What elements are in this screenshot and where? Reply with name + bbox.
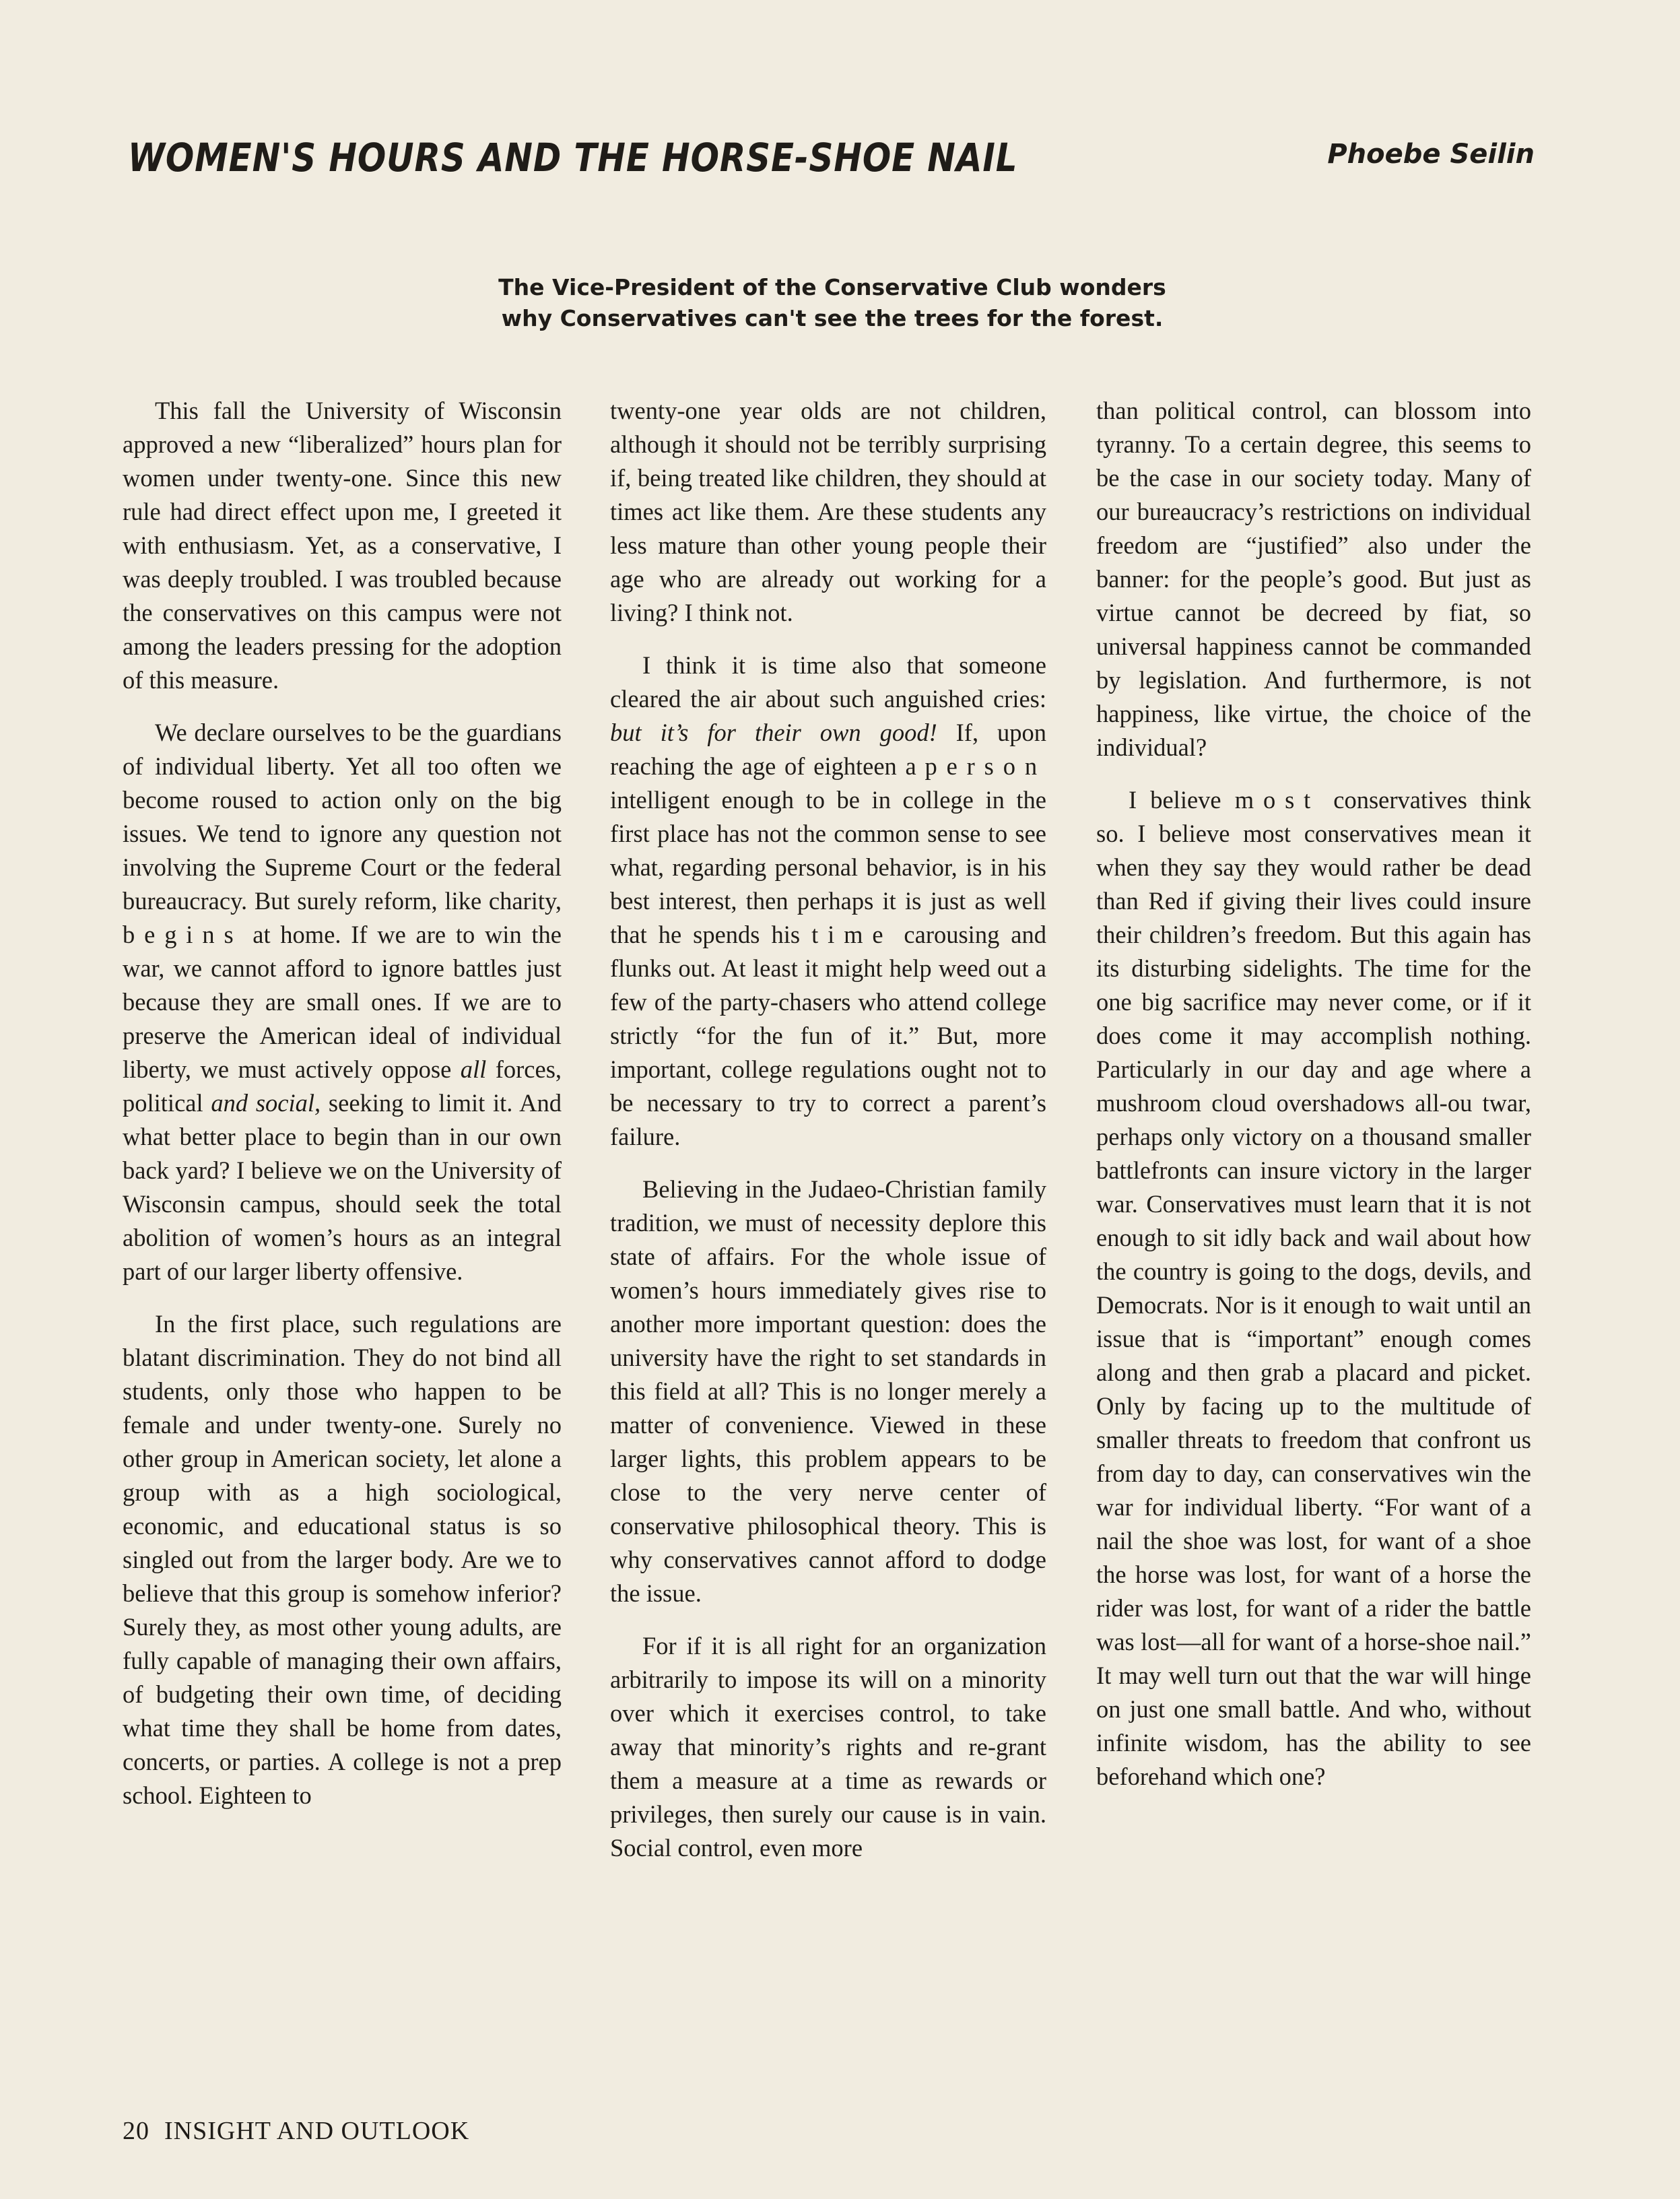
- emphasis: and social,: [211, 1089, 321, 1117]
- emphasis: but it’s for their own good!: [610, 719, 937, 746]
- page-number: 20: [123, 2117, 149, 2145]
- text-column-1: [123, 394, 562, 1812]
- text-column-2: [610, 394, 1046, 1865]
- text-run: at home. If we are to win the war, we cannot afford to ignore battles just because they are small ones. If we are to preserve the American ideal of individual liberty, we must actively oppose: [123, 921, 562, 1083]
- text-column-3: [1096, 394, 1531, 1794]
- text-run: forces, political: [123, 1055, 562, 1117]
- subtitle-line-1: The Vice-President of the Conservative Club wonders: [498, 274, 1166, 300]
- letterspaced-word: person: [925, 752, 1046, 780]
- subtitle-line-2: why Conservatives can't see the trees for the forest.: [501, 305, 1164, 331]
- paragraph: In the first place, such regulations are blatant discrimination. They do not bind all students, only those who happen to be female and under twenty-one. Surely no other group in American society, let alone a group with as a high sociological, economic, and educational status is so singled out from the larger body. Are we to believe that this group is somehow inferior? Surely they, as most other young adults, are fully capable of managing their own affairs, of budgeting their own time, of deciding what time they shall be home from dates, concerts, or parties. A college is not a prep school. Eighteen to: [123, 1310, 562, 1809]
- text-run: I believe: [1129, 786, 1221, 814]
- text-run: conservatives think so. I believe most conservatives mean it when they say they would rather be dead than Red if giving their lives could insure their children’s freedom. But this again has its disturbing sidelights. The time for the one big sacrifice may never come, or if it does come it may accomplish nothing. Particularly in our day and age where a mushroom cloud overshadows all-ou twar, perhaps only victory on a thousand smaller battlefronts can insure victory in the larger war. Conservatives must learn that it is not enough to sit idly back and wail about how the country is going to the dogs, devils, and Democrats. Nor is it enough to wait until an issue that is “important” enough comes along and then grab a placard and picket. Only by facing up to the multitude of smaller threats to freedom that confront us from day to day, can conservatives win the war for individual liberty. “For want of a nail the shoe was lost, for want of a shoe the horse was lost, for want of a horse the rider was lost, for want of a rider the battle was lost—all for want of a horse-shoe nail.” It may well turn out that the war will hinge on just one small battle. And who, without infinite wisdom, has the ability to see beforehand which one?: [1096, 786, 1532, 1790]
- letterspaced-word: time: [811, 921, 893, 948]
- text-run: We declare ourselves to be the guardians of individual liberty. Yet all too often we become roused to action only on the big issues. We tend to ignore any question not involving the Supreme Court or the federal bureaucracy. But surely reform, like charity,: [123, 719, 562, 915]
- emphasis: all: [460, 1055, 487, 1083]
- text-run: seeking to limit it. And what better place to begin than in our own back yard? I believe we on the University of Wisconsin campus, should seek the total abolition of women’s hours as an integral part of our larger liberty offensive.: [123, 1089, 562, 1285]
- text-run: I think it is time also that someone cleared the air about such anguished cries:: [610, 651, 1046, 713]
- paragraph-continued: than political control, can blossom into tyranny. To a certain degree, this seems to be the case in our society today. Many of our bureaucracy’s restrictions on individual freedom are “justified” also under the banner: for the people’s good. But just as virtue cannot be decreed by fiat, so universal happiness cannot be commanded by legislation. And furthermore, is not happiness, like virtue, the choice of the individual?: [1096, 397, 1531, 761]
- paragraph: [123, 716, 562, 1288]
- letterspaced-word: begins: [123, 921, 243, 948]
- letterspaced-word: most: [1234, 786, 1320, 814]
- page-footer: [123, 2116, 469, 2146]
- text-run: If, upon reaching the age of eighteen a: [610, 719, 1046, 780]
- publication-name: INSIGHT AND OUTLOOK: [164, 2117, 470, 2145]
- paragraph: This fall the University of Wisconsin approved a new “liberalized” hours plan for women under twenty-one. Since this new rule had direct effect upon me, I greeted it with enthusiasm. Yet, as a conservative, I was deeply troubled. I was troubled because the conservatives on this campus were not among the leaders pressing for the adoption of this measure.: [123, 397, 562, 694]
- text-run: carousing and flunks out. At least it might help weed out a few of the party-chasers who attend college strictly “for the fun of it.” But, more important, college regulations ought not to be necessary to try to correct a parent’s failure.: [610, 921, 1047, 1150]
- paragraph-continued: twenty-one year olds are not children, although it should not be terribly surprising if, being treated like children, they should at times act like them. Are these students any less mature than other young people their age who are already out working for a living? I think not.: [610, 397, 1046, 626]
- paragraph: [1096, 783, 1531, 1794]
- paragraph: For if it is all right for an organization arbitrarily to impose its will on a minority over which it exercises control, to take away that minority’s rights and re-grant them a measure at a time as rewards or privileges, then surely our cause is in vain. Social control, even more: [610, 1632, 1046, 1862]
- article-subtitle: [482, 272, 1182, 334]
- paragraph: [610, 649, 1046, 1154]
- article-title: WOMEN'S HOURS AND THE HORSE-SHOE NAIL: [128, 135, 1018, 180]
- author-byline: Phoebe Seilin: [1327, 139, 1535, 170]
- paragraph: Believing in the Judaeo-Christian family tradition, we must of necessity deplore this state of affairs. For the whole issue of women’s hours immediately gives rise to another more important question: does the university have the right to set standards in this field at all? This is no longer merely a matter of convenience. Viewed in these larger lights, this problem appears to be close to the very nerve center of conservative philosophical theory. This is why conservatives cannot afford to dodge the issue.: [610, 1175, 1046, 1607]
- text-run: intelligent enough to be in college in the first place has not the common sense to see what, regarding personal behavior, is in his best interest, then perhaps it is just as well that he spends his: [610, 786, 1046, 948]
